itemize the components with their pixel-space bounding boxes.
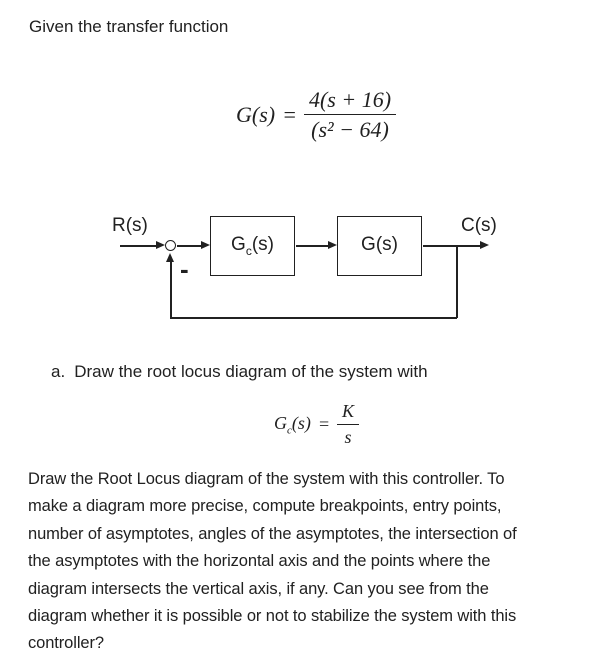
controller-equation-denominator: s [344, 426, 352, 447]
question-a-label: a. [51, 362, 66, 381]
tf-equation-fraction [304, 88, 396, 141]
controller-to-plant-line [296, 245, 329, 247]
paragraph-line: Draw the Root Locus diagram of the system with this controller. To [28, 470, 505, 488]
controller-block-label: $G_c(s)$ [231, 234, 274, 258]
tf-equation-lhs: G(s) [236, 101, 276, 127]
paragraph-line: the asymptotes with the horizontal axis and the points where the [28, 552, 491, 571]
tf-equation-denominator: (s² − 64) [311, 117, 389, 143]
transfer-function-equation [236, 88, 396, 141]
output-signal-label: C(s) [461, 215, 497, 236]
intro-text: Given the transfer function [29, 17, 229, 36]
output-line [423, 245, 480, 247]
plant-block-label: G(s) [361, 234, 398, 256]
output-arrowhead [480, 241, 489, 249]
problem-paragraph [28, 466, 517, 658]
controller-equation-equals: = [317, 413, 331, 434]
tf-equation-numerator: 4(s + 16) [304, 88, 396, 115]
controller-block [210, 216, 295, 276]
input-line [120, 245, 158, 247]
feedback-bottom-line [170, 317, 457, 319]
feedback-vertical-line [170, 261, 172, 318]
controller-equation [274, 402, 359, 447]
summing-junction [165, 240, 176, 251]
question-a [51, 361, 428, 383]
paragraph-line: diagram whether it is possible or not to stabilize the system with this [28, 607, 517, 626]
question-a-text: Draw the root locus diagram of the system with [74, 362, 428, 381]
tf-equation-equals: = [282, 101, 297, 127]
paragraph-line: number of asymptotes, angles of the asymptotes, the intersection of [28, 524, 517, 543]
controller-equation-lhs: $G_c(s)$ [274, 412, 311, 437]
feedback-arrowhead [166, 253, 174, 262]
paragraph-line: diagram intersects the vertical axis, if any. Can you see from the [28, 579, 489, 598]
junction-to-controller-arrowhead [201, 241, 210, 249]
paragraph-line: controller? [28, 634, 104, 653]
minus-sign: - [180, 254, 189, 284]
controller-to-plant-arrowhead [328, 241, 337, 249]
plant-block [337, 216, 422, 276]
controller-equation-fraction [337, 402, 359, 447]
junction-to-controller-line [177, 245, 202, 247]
paragraph-line: make a diagram more precise, compute breakpoints, entry points, [28, 497, 502, 516]
input-arrowhead [156, 241, 165, 249]
controller-equation-numerator: K [337, 402, 359, 425]
input-signal-label: R(s) [112, 215, 148, 236]
takeoff-line [456, 246, 458, 318]
